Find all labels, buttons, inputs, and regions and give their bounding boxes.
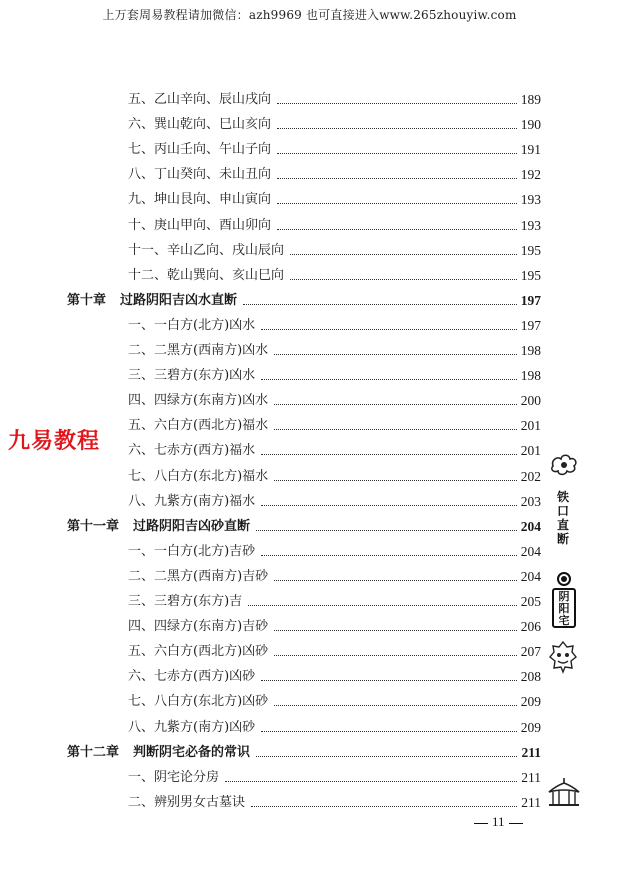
series-title [551, 490, 575, 546]
toc-section-row [128, 86, 541, 108]
toc-section-row [128, 362, 541, 384]
dot-leader [274, 705, 517, 706]
toc-page-number: 205 [520, 594, 541, 609]
toc-chapter-row [67, 513, 541, 535]
section-title: 二、二黑方(西南方)凶水 [128, 343, 269, 358]
dot-leader [256, 530, 517, 531]
toc-section-row [128, 136, 541, 158]
toc-page-number: 211 [521, 744, 541, 760]
toc-section-row [128, 688, 541, 710]
toc-section-row [128, 111, 541, 133]
toc-section-row [128, 262, 541, 284]
dot-leader [261, 680, 517, 681]
section-title: 八、丁山癸向、未山丑向 [128, 167, 272, 183]
cloud-ornament-icon [549, 452, 579, 478]
section-title: 七、八白方(东北方)福水 [128, 468, 269, 484]
toc-section-row [128, 714, 541, 736]
toc-section-row [128, 186, 541, 208]
dot-leader [261, 329, 517, 330]
toc-page-number: 191 [520, 142, 541, 158]
toc-page-number: 209 [520, 719, 541, 735]
toc-section-row [128, 563, 541, 585]
toc-section-row [128, 663, 541, 685]
toc-section-row [128, 161, 541, 183]
dot-leader [277, 178, 517, 179]
toc-page-number: 201 [520, 443, 541, 459]
dot-leader [274, 655, 517, 656]
dot-leader [274, 480, 517, 481]
toc-page-number: 201 [520, 418, 541, 434]
book-title-box [552, 588, 576, 628]
section-title: 八、九紫方(南方)福水 [128, 493, 256, 509]
toc-section-row [128, 312, 541, 334]
chapter-number: 第十二章 [67, 744, 120, 760]
toc-page-number: 193 [520, 217, 541, 233]
section-title: 七、丙山壬向、午山子向 [128, 142, 272, 158]
dot-leader [251, 806, 517, 807]
toc-section-row [128, 488, 541, 510]
section-title: 四、四绿方(东南方)吉砂 [128, 619, 269, 635]
toc-section-row [128, 387, 541, 409]
section-title: 七、八白方(东北方)凶砂 [128, 694, 269, 710]
section-title: 一、一白方(北方)吉砂 [128, 543, 256, 559]
toc-section-row [128, 437, 541, 459]
section-title: 二、辨别男女古墓诀 [128, 794, 246, 810]
toc-page-number: 190 [520, 117, 541, 133]
section-title: 三、三碧方(东方)吉 [128, 594, 243, 609]
pavilion-icon [546, 776, 582, 810]
dot-leader [225, 781, 517, 782]
toc-section-row [128, 412, 541, 434]
toc-section-row [128, 789, 541, 811]
section-title: 六、巽山乾向、巳山亥向 [128, 117, 272, 133]
toc-page-number: 197 [520, 317, 541, 333]
watermark: 九易教程 [8, 429, 101, 454]
dot-leader [243, 304, 517, 305]
dot-leader [274, 354, 517, 355]
toc-page-number: 207 [520, 644, 541, 660]
dot-leader [261, 731, 517, 732]
toc-page-number: 195 [520, 242, 541, 258]
dot-leader [277, 103, 517, 104]
dot-leader [256, 756, 517, 757]
dot-leader [274, 429, 517, 430]
section-title: 二、二黑方(西南方)吉砂 [128, 568, 269, 584]
section-title: 十二、乾山巽向、亥山巳向 [128, 267, 285, 283]
toc-page-number: 200 [520, 393, 541, 409]
toc-page-number: 197 [520, 292, 541, 308]
section-title: 五、乙山辛向、辰山戌向 [128, 92, 272, 107]
toc-section-row [128, 337, 541, 359]
chapter-number: 第十一章 [67, 518, 120, 534]
toc-section-row [128, 764, 541, 786]
toc-chapter-row [67, 739, 541, 761]
toc-section-row [128, 638, 541, 660]
dot-leader [248, 605, 517, 606]
section-title: 一、阴宅论分房 [128, 769, 220, 785]
toc-section-row [128, 538, 541, 560]
toc-page-number: 198 [520, 343, 541, 358]
section-title: 六、七赤方(西方)凶砂 [128, 669, 256, 685]
section-title: 五、六白方(西北方)福水 [128, 418, 269, 434]
chapter-number: 第十章 [67, 292, 107, 308]
section-title: 六、七赤方(西方)福水 [128, 443, 256, 459]
chapter-title: 过路阴阳吉凶水直断 [120, 292, 238, 308]
dot-leader [261, 555, 517, 556]
section-title: 九、坤山艮向、申山寅向 [128, 192, 272, 208]
toc-page-number: 204 [520, 518, 541, 534]
book-title-text: 阴阳宅 [558, 590, 570, 627]
toc-page-number: 209 [520, 694, 541, 710]
dot-leader [277, 229, 517, 230]
page-number: 11 [492, 814, 505, 829]
toc-page-number: 202 [520, 468, 541, 484]
section-title: 一、一白方(北方)凶水 [128, 317, 256, 333]
page-header: 上万套周易教程请加微信：azh9969 也可直接进入www.265zhouyiw.com [102, 8, 517, 22]
toc-section-row [128, 212, 541, 234]
section-title: 十一、辛山乙向、戌山辰向 [128, 242, 285, 258]
toc-page-number: 204 [520, 568, 541, 584]
toc-section-row [128, 613, 541, 635]
section-title: 五、六白方(西北方)凶砂 [128, 644, 269, 660]
dot-leader [261, 379, 517, 380]
dot-leader [274, 580, 517, 581]
toc-page-number: 195 [520, 267, 541, 283]
dot-leader [261, 454, 517, 455]
dot-leader [277, 128, 517, 129]
toc-page-number: 203 [520, 493, 541, 509]
guardian-face-icon [548, 640, 578, 674]
dot-leader [277, 203, 517, 204]
toc-page-number: 211 [521, 794, 541, 810]
toc-page-number: 211 [521, 769, 541, 785]
page-footer [470, 814, 527, 830]
section-title: 四、四绿方(东南方)凶水 [128, 393, 269, 409]
toc-section-row [128, 237, 541, 259]
toc-page-number: 206 [520, 619, 541, 635]
toc-page-number: 192 [520, 167, 541, 183]
toc-page-number: 198 [520, 368, 541, 384]
toc-page-number: 208 [520, 669, 541, 685]
section-title: 三、三碧方(东方)凶水 [128, 368, 256, 384]
toc-page-number: 204 [520, 543, 541, 559]
dot-leader [290, 279, 517, 280]
toc-page-number: 193 [520, 192, 541, 208]
footer-rule-left [474, 823, 488, 824]
dot-leader [274, 630, 517, 631]
section-title: 八、九紫方(南方)凶砂 [128, 719, 256, 735]
dot-leader [274, 404, 517, 405]
toc-page-number: 189 [520, 92, 541, 107]
section-title: 十、庚山甲向、酉山卯向 [128, 217, 272, 233]
chapter-title: 过路阴阳吉凶砂直断 [133, 518, 251, 534]
taiji-icon [557, 572, 571, 586]
series-title-text: 铁口直断 [556, 490, 569, 546]
chapter-title: 判断阴宅必备的常识 [133, 744, 251, 760]
dot-leader [277, 153, 517, 154]
dot-leader [261, 505, 517, 506]
toc-section-row [128, 463, 541, 485]
footer-rule-right [509, 823, 523, 824]
toc-section-row [128, 588, 541, 610]
dot-leader [290, 254, 517, 255]
toc-chapter-row [67, 287, 541, 309]
